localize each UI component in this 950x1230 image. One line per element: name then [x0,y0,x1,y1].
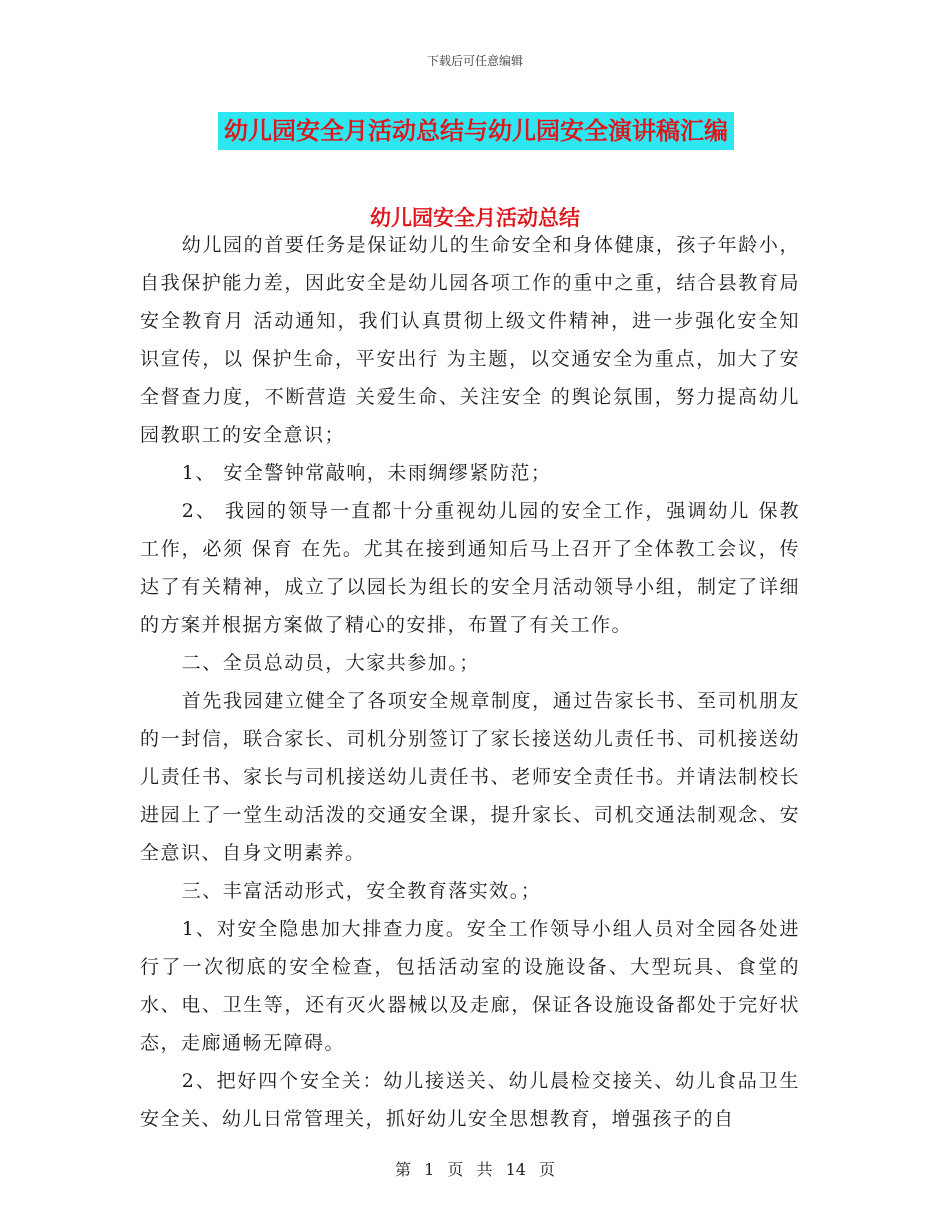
paragraph: 首先我园建立健全了各项安全规章制度，通过告家长书、至司机朋友的一封信，联合家长、司机分别签订了家长接送幼儿责任书、司机接送幼儿责任书、家长与司机接送幼儿责任书、老师安全责任书。并请法制校长进园上了一堂生动活泼的交通安全课，提升家长、司机交通法制观念、安全意识、自身文明素养。 [140,690,800,864]
document-body [140,226,800,1138]
total-label-unit: 页 [539,1160,556,1179]
paragraph: 二、全员总动员，大家共参加。； [181,652,480,674]
total-label-prefix: 共 [476,1160,493,1179]
paragraph: 2、 我园的领导一直都十分重视幼儿园的安全工作，强调幼儿 保教 工作，必须 保育 在先。尤其在接到通知后马上召开了全体教工会议，传达了有关精神，成立了以园长为组长的安全月活动领导小组，制定了详细的方案并根据方案做了精心的安排，布置了有关工作。 [140,500,800,636]
paragraph: 1、对安全隐患加大排查力度。安全工作领导小组人员对全园各处进行了一次彻底的安全检查，包括活动室的设施设备、大型玩具、食堂的水、电、卫生等，还有灭火器械以及走廊，保证各设施设备都处于完好状态，走廊通畅无障碍。 [140,918,800,1054]
paragraph: 1、 安全警钟常敲响，未雨绸缪紧防范； [181,462,552,484]
document-title: 幼儿园安全月活动总结与幼儿园安全演讲稿汇编 [218,112,734,150]
paragraph: 2、把好四个安全关：幼儿接送关、幼儿晨检交接关、幼儿食品卫生安全关、幼儿日常管理关，抓好幼儿安全思想教育，增强孩子的自 [140,1070,800,1130]
page-label-unit: 页 [447,1160,464,1179]
header-note: 下载后可任意编辑 [426,54,523,68]
paragraph: 三、丰富活动形式，安全教育落实效。； [181,880,542,902]
page-label-prefix: 第 [394,1160,411,1179]
page-number: 1 [424,1160,435,1179]
page-footer [0,1157,950,1180]
section-title: 幼儿园安全月活动总结 [370,205,580,230]
total-pages: 14 [505,1160,526,1179]
paragraph: 幼儿园的首要任务是保证幼儿的生命安全和身体健康，孩子年龄小，自我保护能力差，因此安全是幼儿园各项工作的重中之重，结合县教育局 安全教育月 活动通知，我们认真贯彻上级文件精神，进一步强化安全知识宣传，以 保护生命，平安出行 为主题，以交通安全为重点，加大了安全督查力度，不断营造 关爱生命、关注安全 的舆论氛围，努力提高幼儿园教职工的安全意识； [140,234,800,446]
